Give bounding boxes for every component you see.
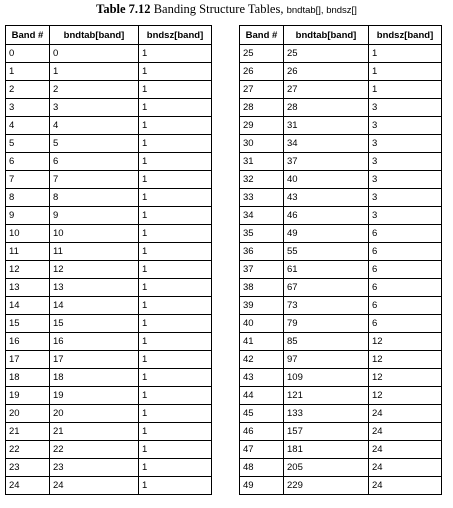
table-row (6, 153, 212, 171)
cell-bndtab: 8 (50, 189, 139, 207)
table-row (6, 441, 212, 459)
table-row (6, 405, 212, 423)
cell-bndtab: 11 (50, 243, 139, 261)
cell-bndtab: 97 (284, 351, 369, 369)
table-row (240, 225, 442, 243)
table-row (6, 189, 212, 207)
cell-bndtab: 37 (284, 153, 369, 171)
table-row (6, 225, 212, 243)
table-row (240, 171, 442, 189)
cell-bndsz: 1 (139, 153, 212, 171)
cell-band-number: 19 (6, 387, 50, 405)
table-row (6, 477, 212, 495)
cell-band-number: 41 (240, 333, 284, 351)
table-row (6, 279, 212, 297)
cell-bndtab: 2 (50, 81, 139, 99)
cell-band-number: 12 (6, 261, 50, 279)
cell-band-number: 24 (6, 477, 50, 495)
cell-band-number: 21 (6, 423, 50, 441)
cell-bndtab: 12 (50, 261, 139, 279)
cell-bndtab: 5 (50, 135, 139, 153)
table-row (6, 333, 212, 351)
cell-band-number: 48 (240, 459, 284, 477)
table-row (240, 459, 442, 477)
cell-bndtab: 16 (50, 333, 139, 351)
cell-bndsz: 1 (139, 351, 212, 369)
cell-bndsz: 6 (369, 297, 442, 315)
cell-band-number: 1 (6, 63, 50, 81)
cell-band-number: 17 (6, 351, 50, 369)
table-row (6, 135, 212, 153)
cell-bndtab: 85 (284, 333, 369, 351)
cell-band-number: 46 (240, 423, 284, 441)
cell-band-number: 45 (240, 405, 284, 423)
table-row (6, 315, 212, 333)
header-bndsz: bndsz[band] (139, 26, 212, 45)
cell-bndtab: 43 (284, 189, 369, 207)
cell-bndsz: 3 (369, 189, 442, 207)
cell-bndsz: 1 (139, 135, 212, 153)
table-row (240, 351, 442, 369)
header-row (240, 26, 442, 45)
cell-bndsz: 1 (139, 225, 212, 243)
cell-bndsz: 12 (369, 333, 442, 351)
header-bndsz: bndsz[band] (369, 26, 442, 45)
caption-title: Banding Structure Tables, (150, 2, 287, 16)
cell-bndtab: 109 (284, 369, 369, 387)
cell-bndtab: 23 (50, 459, 139, 477)
cell-bndsz: 12 (369, 351, 442, 369)
cell-bndtab: 46 (284, 207, 369, 225)
cell-bndtab: 31 (284, 117, 369, 135)
cell-bndsz: 24 (369, 441, 442, 459)
table-row (240, 387, 442, 405)
cell-band-number: 0 (6, 45, 50, 63)
cell-band-number: 27 (240, 81, 284, 99)
table-row (240, 207, 442, 225)
cell-bndsz: 1 (139, 423, 212, 441)
cell-bndtab: 49 (284, 225, 369, 243)
cell-bndtab: 9 (50, 207, 139, 225)
cell-band-number: 26 (240, 63, 284, 81)
cell-bndsz: 1 (369, 45, 442, 63)
cell-bndsz: 3 (369, 153, 442, 171)
table-row (6, 297, 212, 315)
cell-bndsz: 1 (139, 333, 212, 351)
table-row (240, 243, 442, 261)
cell-band-number: 36 (240, 243, 284, 261)
cell-bndsz: 3 (369, 117, 442, 135)
cell-bndsz: 1 (369, 81, 442, 99)
cell-bndtab: 4 (50, 117, 139, 135)
cell-band-number: 14 (6, 297, 50, 315)
caption-label: Table 7.12 (96, 2, 151, 16)
cell-bndtab: 34 (284, 135, 369, 153)
cell-band-number: 15 (6, 315, 50, 333)
cell-band-number: 10 (6, 225, 50, 243)
cell-bndtab: 7 (50, 171, 139, 189)
cell-band-number: 3 (6, 99, 50, 117)
banding-table-right (239, 25, 442, 495)
cell-bndsz: 12 (369, 387, 442, 405)
table-row (240, 261, 442, 279)
cell-bndtab: 21 (50, 423, 139, 441)
cell-band-number: 16 (6, 333, 50, 351)
table-row (6, 351, 212, 369)
cell-bndtab: 133 (284, 405, 369, 423)
table-row (6, 117, 212, 135)
table-row (240, 117, 442, 135)
cell-bndsz: 1 (139, 117, 212, 135)
cell-bndtab: 181 (284, 441, 369, 459)
cell-bndtab: 27 (284, 81, 369, 99)
header-band-number: Band # (240, 26, 284, 45)
cell-bndtab: 19 (50, 387, 139, 405)
header-row (6, 26, 212, 45)
cell-band-number: 20 (6, 405, 50, 423)
cell-bndtab: 15 (50, 315, 139, 333)
cell-bndsz: 1 (139, 405, 212, 423)
cell-bndsz: 1 (139, 99, 212, 117)
cell-bndsz: 24 (369, 423, 442, 441)
cell-bndtab: 229 (284, 477, 369, 495)
cell-bndtab: 157 (284, 423, 369, 441)
cell-band-number: 33 (240, 189, 284, 207)
table-row (6, 63, 212, 81)
cell-bndtab: 25 (284, 45, 369, 63)
cell-bndsz: 1 (369, 63, 442, 81)
cell-bndsz: 1 (139, 315, 212, 333)
cell-bndsz: 1 (139, 171, 212, 189)
cell-band-number: 39 (240, 297, 284, 315)
cell-band-number: 38 (240, 279, 284, 297)
cell-bndtab: 55 (284, 243, 369, 261)
table-row (6, 99, 212, 117)
header-bndtab: bndtab[band] (50, 26, 139, 45)
cell-bndsz: 1 (139, 279, 212, 297)
cell-bndsz: 6 (369, 225, 442, 243)
table-row (240, 423, 442, 441)
cell-bndsz: 1 (139, 63, 212, 81)
cell-band-number: 34 (240, 207, 284, 225)
cell-bndsz: 1 (139, 243, 212, 261)
cell-band-number: 22 (6, 441, 50, 459)
cell-band-number: 49 (240, 477, 284, 495)
cell-bndsz: 1 (139, 387, 212, 405)
cell-bndsz: 1 (139, 45, 212, 63)
cell-bndsz: 1 (139, 297, 212, 315)
cell-band-number: 31 (240, 153, 284, 171)
table-row (6, 387, 212, 405)
table-row (6, 207, 212, 225)
cell-bndsz: 6 (369, 279, 442, 297)
cell-band-number: 9 (6, 207, 50, 225)
cell-bndsz: 1 (139, 441, 212, 459)
cell-bndtab: 0 (50, 45, 139, 63)
cell-bndtab: 26 (284, 63, 369, 81)
cell-bndsz: 1 (139, 477, 212, 495)
cell-bndtab: 67 (284, 279, 369, 297)
cell-bndtab: 10 (50, 225, 139, 243)
cell-band-number: 28 (240, 99, 284, 117)
cell-bndtab: 73 (284, 297, 369, 315)
cell-band-number: 8 (6, 189, 50, 207)
cell-bndsz: 6 (369, 315, 442, 333)
table-row (6, 243, 212, 261)
cell-bndtab: 28 (284, 99, 369, 117)
cell-bndtab: 40 (284, 171, 369, 189)
cell-bndtab: 1 (50, 63, 139, 81)
cell-band-number: 11 (6, 243, 50, 261)
cell-bndtab: 61 (284, 261, 369, 279)
table-row (6, 261, 212, 279)
cell-bndsz: 3 (369, 171, 442, 189)
cell-bndsz: 1 (139, 459, 212, 477)
cell-band-number: 37 (240, 261, 284, 279)
cell-bndtab: 3 (50, 99, 139, 117)
cell-band-number: 29 (240, 117, 284, 135)
table-row (240, 315, 442, 333)
table-row (6, 171, 212, 189)
cell-band-number: 40 (240, 315, 284, 333)
table-row (240, 441, 442, 459)
cell-bndsz: 6 (369, 243, 442, 261)
cell-bndsz: 1 (139, 369, 212, 387)
header-band-number: Band # (6, 26, 50, 45)
table-row (6, 369, 212, 387)
table-row (240, 45, 442, 63)
table-row (240, 99, 442, 117)
cell-bndtab: 13 (50, 279, 139, 297)
cell-bndsz: 24 (369, 405, 442, 423)
cell-bndsz: 24 (369, 477, 442, 495)
table-row (6, 459, 212, 477)
cell-bndsz: 24 (369, 459, 442, 477)
cell-bndtab: 79 (284, 315, 369, 333)
table-row (240, 405, 442, 423)
table-row (240, 369, 442, 387)
cell-band-number: 32 (240, 171, 284, 189)
banding-table-left (5, 25, 212, 495)
table-row (240, 63, 442, 81)
cell-band-number: 42 (240, 351, 284, 369)
table-caption (0, 2, 453, 17)
table-row (240, 153, 442, 171)
cell-bndsz: 12 (369, 369, 442, 387)
cell-bndsz: 1 (139, 81, 212, 99)
cell-bndtab: 6 (50, 153, 139, 171)
cell-band-number: 23 (6, 459, 50, 477)
cell-bndtab: 14 (50, 297, 139, 315)
table-row (6, 45, 212, 63)
cell-bndtab: 205 (284, 459, 369, 477)
cell-bndsz: 1 (139, 207, 212, 225)
table-row (240, 297, 442, 315)
table-row (240, 81, 442, 99)
cell-bndtab: 18 (50, 369, 139, 387)
header-bndtab: bndtab[band] (284, 26, 369, 45)
cell-bndtab: 22 (50, 441, 139, 459)
cell-band-number: 13 (6, 279, 50, 297)
cell-bndsz: 3 (369, 207, 442, 225)
cell-band-number: 44 (240, 387, 284, 405)
table-row (240, 477, 442, 495)
table-row (240, 135, 442, 153)
cell-band-number: 2 (6, 81, 50, 99)
cell-band-number: 7 (6, 171, 50, 189)
cell-band-number: 25 (240, 45, 284, 63)
cell-bndsz: 6 (369, 261, 442, 279)
cell-bndtab: 20 (50, 405, 139, 423)
cell-bndsz: 3 (369, 135, 442, 153)
cell-bndtab: 121 (284, 387, 369, 405)
cell-band-number: 43 (240, 369, 284, 387)
cell-bndtab: 17 (50, 351, 139, 369)
cell-band-number: 6 (6, 153, 50, 171)
cell-bndsz: 3 (369, 99, 442, 117)
cell-band-number: 47 (240, 441, 284, 459)
cell-band-number: 30 (240, 135, 284, 153)
cell-bndtab: 24 (50, 477, 139, 495)
cell-band-number: 35 (240, 225, 284, 243)
cell-band-number: 18 (6, 369, 50, 387)
caption-vars: bndtab[], bndsz[] (286, 5, 357, 16)
cell-bndsz: 1 (139, 261, 212, 279)
cell-bndsz: 1 (139, 189, 212, 207)
table-row (240, 333, 442, 351)
table-row (6, 423, 212, 441)
cell-band-number: 4 (6, 117, 50, 135)
table-row (240, 279, 442, 297)
table-row (6, 81, 212, 99)
cell-band-number: 5 (6, 135, 50, 153)
table-row (240, 189, 442, 207)
